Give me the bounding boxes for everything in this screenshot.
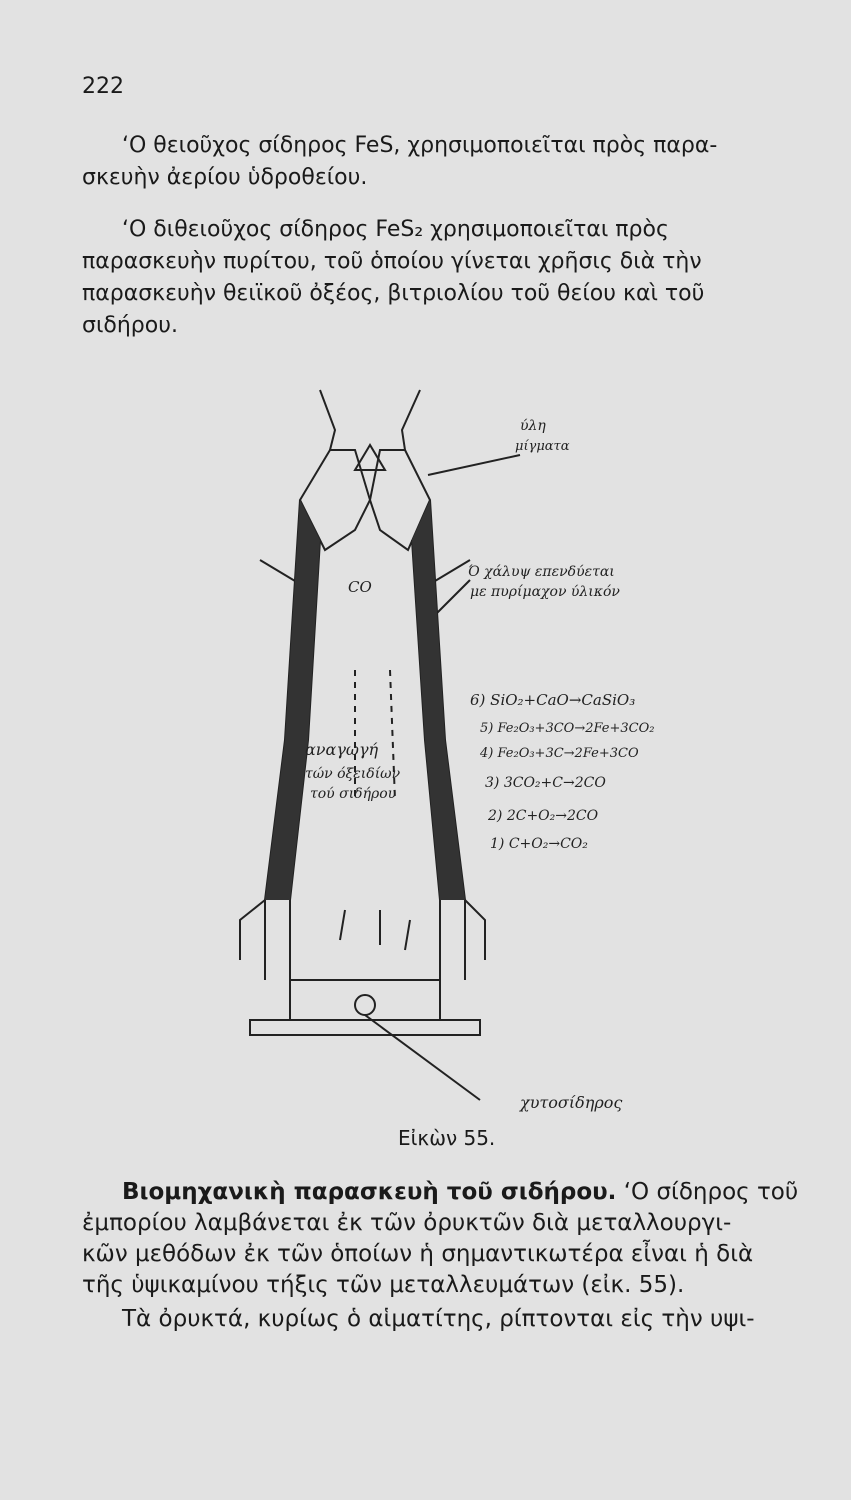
page-number: 222 [82,74,124,99]
air-arrow [405,920,410,950]
paragraph-fes [82,130,822,194]
top-pipe-right [402,390,420,450]
reaction: 1) C+O₂→CO₂ [490,836,588,852]
label-reduction-1: αναγωγή [305,740,379,759]
label-wall-2: με πυρίμαχον ύλικόν [470,584,620,600]
paragraph-ores [82,1303,822,1335]
tuyere-right [465,900,485,960]
text-run: ‘Ο σίδηρος τοῦ [616,1179,799,1205]
text-line: ‘Ο θειοῦχος σίδηρος FeS, χρησιμοποιεῖται πρὸς παρα- [122,133,718,158]
text-line: σιδήρου. [82,313,178,338]
reaction: 4) Fe₂O₃+3C→2Fe+3CO [480,746,639,761]
text-line: παρασκευὴν πυρίτου, τοῦ ὁποίου γίνεται χρῆσις διὰ τὴν [82,249,702,274]
label-co: CO [348,578,372,596]
text-line: τῆς ὑψικαμίνου τήξις τῶν μεταλλευμάτων (εἰκ. 55). [82,1272,685,1298]
top-pipe-left [320,390,335,450]
text-line: ἐμπορίου λαμβάνεται ἐκ τῶν ὀρυκτῶν διὰ μεταλλουργι- [82,1210,732,1236]
reaction: 3) 3CO₂+C→2CO [485,775,606,791]
base-plate [250,1020,480,1035]
text-line: παρασκευὴν θειϊκοῦ ὀξέος, βιτριολίου τοῦ θείου καὶ τοῦ [82,281,705,306]
label-bottom: χυτοσίδηρος [520,1093,623,1112]
wall-shade-left [265,500,320,900]
leader-bottom [365,1015,480,1100]
text-line: σκευὴν ἀερίου ὑδροθείου. [82,165,368,190]
text-line: ‘Ο διθειοῦχος σίδηρος FeS₂ χρησιμοποιεῖται πρὸς [122,217,669,242]
leader-top [428,455,520,475]
reaction: 2) 2C+O₂→2CO [488,808,599,824]
reaction: 5) Fe₂O₃+3CO→2Fe+3CO₂ [480,721,655,736]
text-line: κῶν μεθόδων ἐκ τῶν ὁποίων ἡ σημαντικωτέρα εἶναι ἡ διὰ [82,1241,754,1267]
tuyere-left [240,900,265,960]
blast-furnace-diagram [230,380,700,1120]
figure-caption: Εἰκὼν 55. [398,1126,496,1150]
reaction: 6) SiO₂+CaO→CaSiO₃ [470,691,636,709]
tap-hole [355,995,375,1015]
section-heading: Βιομηχανικὴ παρασκευὴ τοῦ σιδήρου. [122,1179,617,1205]
text-line: Τὰ ὀρυκτά, κυρίως ὁ αἱματίτης, ρίπτονται εἰς τὴν υψι- [122,1306,755,1332]
label-wall-1: Ό χάλυψ επενδύεται [468,564,615,580]
paragraph-industrial [82,1177,822,1301]
air-arrow [340,910,345,940]
paragraph-fes2 [82,214,822,342]
label-top2: μίγματα [515,439,570,454]
wall-shade-right [412,500,465,900]
label-top: ύλη [520,418,546,434]
text-line [82,1177,822,1208]
blast-furnace-figure [230,380,700,1120]
reaction-list [470,691,654,852]
label-reduction-2: τών όξειδίων [305,766,401,782]
label-reduction-3: τού σιδήρου [310,786,397,802]
